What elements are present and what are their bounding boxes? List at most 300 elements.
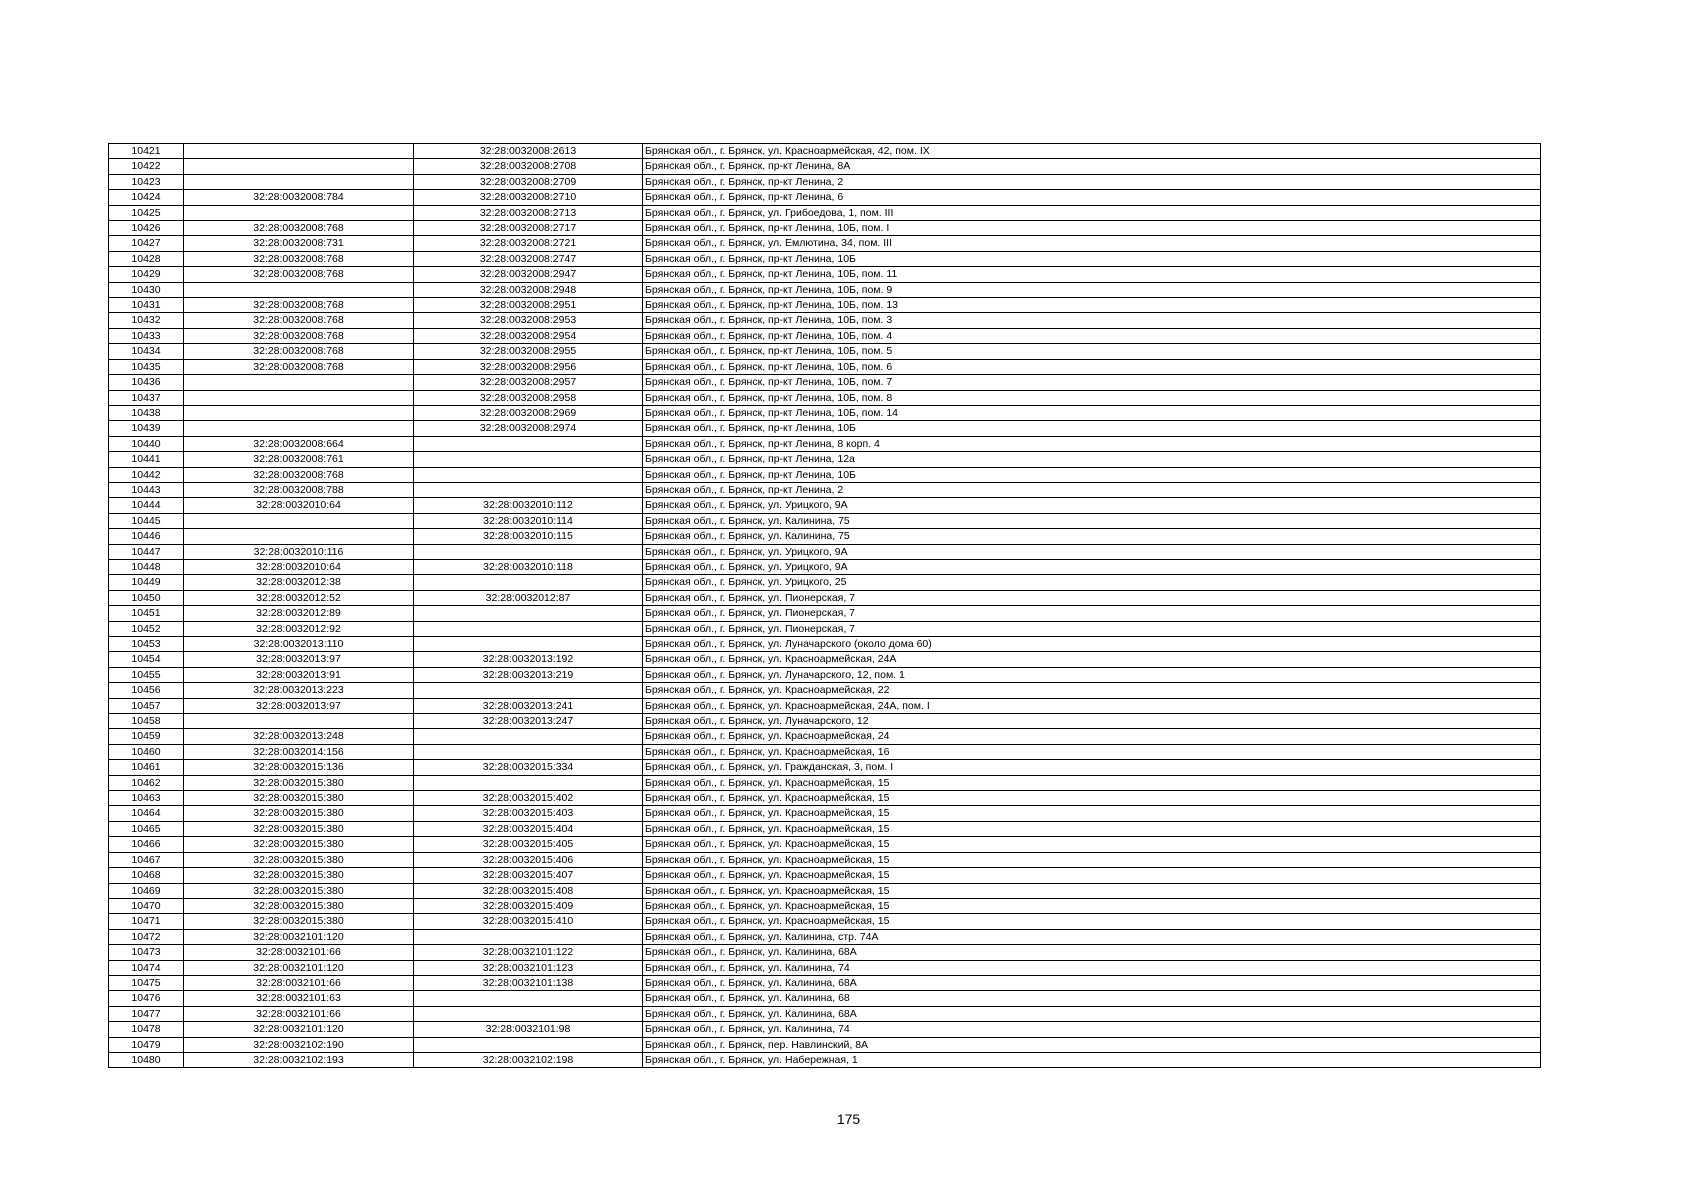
address-cell: Брянская обл., г. Брянск, ул. Красноармейская, 15	[643, 775, 1541, 790]
land-cadastral-number-cell: 32:28:0032013:110	[184, 637, 414, 652]
address-cell: Брянская обл., г. Брянск, ул. Калинина, стр. 74А	[643, 929, 1541, 944]
land-cadastral-number-cell: 32:28:0032008:768	[184, 328, 414, 343]
object-cadastral-number-cell: 32:28:0032101:98	[414, 1022, 643, 1037]
land-cadastral-number-cell: 32:28:0032012:89	[184, 606, 414, 621]
land-cadastral-number-cell: 32:28:0032015:380	[184, 898, 414, 913]
table-row	[109, 806, 1541, 821]
table-row	[109, 898, 1541, 913]
address-cell: Брянская обл., г. Брянск, ул. Гражданская, 3, пом. I	[643, 760, 1541, 775]
registry-table	[108, 143, 1541, 1068]
address-cell: Брянская обл., г. Брянск, ул. Красноармейская, 15	[643, 806, 1541, 821]
land-cadastral-number-cell: 32:28:0032008:788	[184, 482, 414, 497]
row-number-cell: 10429	[109, 267, 184, 282]
address-cell: Брянская обл., г. Брянск, пр-кт Ленина, 10Б, пом. 3	[643, 313, 1541, 328]
object-cadastral-number-cell: 32:28:0032015:406	[414, 852, 643, 867]
land-cadastral-number-cell	[184, 390, 414, 405]
row-number-cell: 10476	[109, 991, 184, 1006]
land-cadastral-number-cell: 32:28:0032015:380	[184, 806, 414, 821]
address-cell: Брянская обл., г. Брянск, ул. Урицкого, 9А	[643, 544, 1541, 559]
row-number-cell: 10446	[109, 529, 184, 544]
object-cadastral-number-cell	[414, 991, 643, 1006]
table-row	[109, 975, 1541, 990]
object-cadastral-number-cell	[414, 482, 643, 497]
land-cadastral-number-cell: 32:28:0032008:768	[184, 344, 414, 359]
table-row	[109, 298, 1541, 313]
land-cadastral-number-cell: 32:28:0032012:52	[184, 590, 414, 605]
table-row	[109, 637, 1541, 652]
object-cadastral-number-cell	[414, 452, 643, 467]
row-number-cell: 10455	[109, 667, 184, 682]
row-number-cell: 10471	[109, 914, 184, 929]
object-cadastral-number-cell: 32:28:0032008:2613	[414, 144, 643, 159]
row-number-cell: 10422	[109, 159, 184, 174]
row-number-cell: 10461	[109, 760, 184, 775]
object-cadastral-number-cell: 32:28:0032008:2974	[414, 421, 643, 436]
table-row	[109, 390, 1541, 405]
row-number-cell: 10430	[109, 282, 184, 297]
land-cadastral-number-cell: 32:28:0032101:63	[184, 991, 414, 1006]
object-cadastral-number-cell: 32:28:0032013:241	[414, 698, 643, 713]
row-number-cell: 10434	[109, 344, 184, 359]
row-number-cell: 10427	[109, 236, 184, 251]
table-row	[109, 821, 1541, 836]
object-cadastral-number-cell	[414, 575, 643, 590]
row-number-cell: 10445	[109, 513, 184, 528]
address-cell: Брянская обл., г. Брянск, ул. Красноармейская, 15	[643, 791, 1541, 806]
address-cell: Брянская обл., г. Брянск, пр-кт Ленина, 10Б	[643, 251, 1541, 266]
table-row	[109, 436, 1541, 451]
address-cell: Брянская обл., г. Брянск, пр-кт Ленина, 10Б, пом. 9	[643, 282, 1541, 297]
table-row	[109, 683, 1541, 698]
land-cadastral-number-cell: 32:28:0032015:136	[184, 760, 414, 775]
object-cadastral-number-cell: 32:28:0032015:334	[414, 760, 643, 775]
land-cadastral-number-cell: 32:28:0032012:92	[184, 621, 414, 636]
table-row	[109, 744, 1541, 759]
row-number-cell: 10475	[109, 975, 184, 990]
address-cell: Брянская обл., г. Брянск, ул. Красноармейская, 24А	[643, 652, 1541, 667]
address-cell: Брянская обл., г. Брянск, ул. Грибоедова, 1, пом. III	[643, 205, 1541, 220]
row-number-cell: 10433	[109, 328, 184, 343]
object-cadastral-number-cell: 32:28:0032010:114	[414, 513, 643, 528]
object-cadastral-number-cell: 32:28:0032008:2955	[414, 344, 643, 359]
object-cadastral-number-cell	[414, 1037, 643, 1052]
land-cadastral-number-cell: 32:28:0032010:116	[184, 544, 414, 559]
address-cell: Брянская обл., г. Брянск, ул. Калинина, 68А	[643, 975, 1541, 990]
row-number-cell: 10441	[109, 452, 184, 467]
address-cell: Брянская обл., г. Брянск, пр-кт Ленина, 8А	[643, 159, 1541, 174]
row-number-cell: 10435	[109, 359, 184, 374]
table-row	[109, 1052, 1541, 1067]
object-cadastral-number-cell: 32:28:0032015:409	[414, 898, 643, 913]
address-cell: Брянская обл., г. Брянск, ул. Красноармейская, 42, пом. IX	[643, 144, 1541, 159]
table-row	[109, 544, 1541, 559]
address-cell: Брянская обл., г. Брянск, ул. Красноармейская, 24А, пом. I	[643, 698, 1541, 713]
row-number-cell: 10469	[109, 883, 184, 898]
address-cell: Брянская обл., г. Брянск, ул. Набережная, 1	[643, 1052, 1541, 1067]
address-cell: Брянская обл., г. Брянск, пр-кт Ленина, 6	[643, 190, 1541, 205]
table-row	[109, 868, 1541, 883]
row-number-cell: 10425	[109, 205, 184, 220]
object-cadastral-number-cell: 32:28:0032012:87	[414, 590, 643, 605]
land-cadastral-number-cell: 32:28:0032008:664	[184, 436, 414, 451]
row-number-cell: 10470	[109, 898, 184, 913]
object-cadastral-number-cell: 32:28:0032008:2953	[414, 313, 643, 328]
row-number-cell: 10463	[109, 791, 184, 806]
land-cadastral-number-cell: 32:28:0032015:380	[184, 775, 414, 790]
table-row	[109, 621, 1541, 636]
land-cadastral-number-cell: 32:28:0032008:768	[184, 251, 414, 266]
object-cadastral-number-cell: 32:28:0032013:192	[414, 652, 643, 667]
land-cadastral-number-cell: 32:28:0032015:380	[184, 837, 414, 852]
land-cadastral-number-cell: 32:28:0032101:120	[184, 929, 414, 944]
object-cadastral-number-cell	[414, 929, 643, 944]
address-cell: Брянская обл., г. Брянск, ул. Пионерская, 7	[643, 590, 1541, 605]
land-cadastral-number-cell: 32:28:0032015:380	[184, 821, 414, 836]
land-cadastral-number-cell: 32:28:0032101:120	[184, 960, 414, 975]
address-cell: Брянская обл., г. Брянск, ул. Калинина, 68А	[643, 1006, 1541, 1021]
table-row	[109, 837, 1541, 852]
object-cadastral-number-cell: 32:28:0032008:2954	[414, 328, 643, 343]
object-cadastral-number-cell	[414, 637, 643, 652]
land-cadastral-number-cell: 32:28:0032008:768	[184, 313, 414, 328]
land-cadastral-number-cell: 32:28:0032012:38	[184, 575, 414, 590]
table-row	[109, 190, 1541, 205]
table-row	[109, 251, 1541, 266]
table-row	[109, 714, 1541, 729]
row-number-cell: 10466	[109, 837, 184, 852]
row-number-cell: 10480	[109, 1052, 184, 1067]
table-row	[109, 159, 1541, 174]
table-row	[109, 991, 1541, 1006]
table-row	[109, 914, 1541, 929]
object-cadastral-number-cell: 32:28:0032008:2957	[414, 375, 643, 390]
object-cadastral-number-cell	[414, 544, 643, 559]
land-cadastral-number-cell	[184, 159, 414, 174]
row-number-cell: 10440	[109, 436, 184, 451]
land-cadastral-number-cell	[184, 421, 414, 436]
address-cell: Брянская обл., г. Брянск, ул. Красноармейская, 15	[643, 883, 1541, 898]
address-cell: Брянская обл., г. Брянск, ул. Пионерская, 7	[643, 621, 1541, 636]
table-row	[109, 236, 1541, 251]
address-cell: Брянская обл., г. Брянск, пр-кт Ленина, 10Б, пом. 6	[643, 359, 1541, 374]
address-cell: Брянская обл., г. Брянск, ул. Емлютина, 34, пом. III	[643, 236, 1541, 251]
table-row	[109, 467, 1541, 482]
table-row	[109, 590, 1541, 605]
land-cadastral-number-cell	[184, 529, 414, 544]
land-cadastral-number-cell: 32:28:0032008:731	[184, 236, 414, 251]
row-number-cell: 10450	[109, 590, 184, 605]
address-cell: Брянская обл., г. Брянск, ул. Луначарского, 12, пом. 1	[643, 667, 1541, 682]
address-cell: Брянская обл., г. Брянск, ул. Красноармейская, 15	[643, 868, 1541, 883]
address-cell: Брянская обл., г. Брянск, пр-кт Ленина, 10Б, пом. 13	[643, 298, 1541, 313]
table-row	[109, 405, 1541, 420]
table-row	[109, 205, 1541, 220]
object-cadastral-number-cell: 32:28:0032015:404	[414, 821, 643, 836]
table-row	[109, 174, 1541, 189]
table-row	[109, 698, 1541, 713]
row-number-cell: 10423	[109, 174, 184, 189]
address-cell: Брянская обл., г. Брянск, ул. Красноармейская, 15	[643, 821, 1541, 836]
address-cell: Брянская обл., г. Брянск, пр-кт Ленина, 2	[643, 174, 1541, 189]
row-number-cell: 10448	[109, 559, 184, 574]
address-cell: Брянская обл., г. Брянск, ул. Калинина, 74	[643, 1022, 1541, 1037]
table-row	[109, 559, 1541, 574]
land-cadastral-number-cell: 32:28:0032013:223	[184, 683, 414, 698]
table-row	[109, 1022, 1541, 1037]
address-cell: Брянская обл., г. Брянск, ул. Красноармейская, 16	[643, 744, 1541, 759]
address-cell: Брянская обл., г. Брянск, пр-кт Ленина, 10Б, пом. 8	[643, 390, 1541, 405]
object-cadastral-number-cell: 32:28:0032015:407	[414, 868, 643, 883]
object-cadastral-number-cell	[414, 436, 643, 451]
table-row	[109, 652, 1541, 667]
row-number-cell: 10432	[109, 313, 184, 328]
object-cadastral-number-cell: 32:28:0032101:123	[414, 960, 643, 975]
object-cadastral-number-cell: 32:28:0032101:122	[414, 945, 643, 960]
row-number-cell: 10443	[109, 482, 184, 497]
registry-table-body	[109, 144, 1541, 1068]
address-cell: Брянская обл., г. Брянск, пр-кт Ленина, 10Б, пом. 7	[643, 375, 1541, 390]
row-number-cell: 10438	[109, 405, 184, 420]
object-cadastral-number-cell	[414, 744, 643, 759]
row-number-cell: 10462	[109, 775, 184, 790]
row-number-cell: 10464	[109, 806, 184, 821]
object-cadastral-number-cell: 32:28:0032013:247	[414, 714, 643, 729]
table-row	[109, 221, 1541, 236]
row-number-cell: 10465	[109, 821, 184, 836]
address-cell: Брянская обл., г. Брянск, ул. Калинина, 74	[643, 960, 1541, 975]
land-cadastral-number-cell	[184, 174, 414, 189]
table-row	[109, 1006, 1541, 1021]
land-cadastral-number-cell: 32:28:0032102:193	[184, 1052, 414, 1067]
land-cadastral-number-cell: 32:28:0032101:66	[184, 1006, 414, 1021]
land-cadastral-number-cell: 32:28:0032008:768	[184, 267, 414, 282]
address-cell: Брянская обл., г. Брянск, пер. Навлинский, 8А	[643, 1037, 1541, 1052]
object-cadastral-number-cell: 32:28:0032015:408	[414, 883, 643, 898]
row-number-cell: 10457	[109, 698, 184, 713]
table-row	[109, 575, 1541, 590]
row-number-cell: 10454	[109, 652, 184, 667]
address-cell: Брянская обл., г. Брянск, пр-кт Ленина, 8 корп. 4	[643, 436, 1541, 451]
table-row	[109, 513, 1541, 528]
address-cell: Брянская обл., г. Брянск, ул. Красноармейская, 24	[643, 729, 1541, 744]
land-cadastral-number-cell: 32:28:0032008:768	[184, 298, 414, 313]
object-cadastral-number-cell: 32:28:0032015:403	[414, 806, 643, 821]
object-cadastral-number-cell: 32:28:0032008:2948	[414, 282, 643, 297]
table-row	[109, 144, 1541, 159]
object-cadastral-number-cell	[414, 729, 643, 744]
table-row	[109, 929, 1541, 944]
land-cadastral-number-cell: 32:28:0032101:66	[184, 975, 414, 990]
address-cell: Брянская обл., г. Брянск, пр-кт Ленина, 10Б	[643, 421, 1541, 436]
table-row	[109, 313, 1541, 328]
table-row	[109, 667, 1541, 682]
table-row	[109, 282, 1541, 297]
object-cadastral-number-cell	[414, 1006, 643, 1021]
address-cell: Брянская обл., г. Брянск, пр-кт Ленина, 10Б	[643, 467, 1541, 482]
object-cadastral-number-cell: 32:28:0032008:2947	[414, 267, 643, 282]
land-cadastral-number-cell: 32:28:0032101:66	[184, 945, 414, 960]
address-cell: Брянская обл., г. Брянск, пр-кт Ленина, 10Б, пом. I	[643, 221, 1541, 236]
row-number-cell: 10472	[109, 929, 184, 944]
object-cadastral-number-cell	[414, 683, 643, 698]
address-cell: Брянская обл., г. Брянск, пр-кт Ленина, 10Б, пом. 11	[643, 267, 1541, 282]
land-cadastral-number-cell: 32:28:0032015:380	[184, 868, 414, 883]
object-cadastral-number-cell: 32:28:0032008:2747	[414, 251, 643, 266]
object-cadastral-number-cell: 32:28:0032101:138	[414, 975, 643, 990]
object-cadastral-number-cell: 32:28:0032008:2717	[414, 221, 643, 236]
land-cadastral-number-cell: 32:28:0032008:784	[184, 190, 414, 205]
row-number-cell: 10442	[109, 467, 184, 482]
address-cell: Брянская обл., г. Брянск, ул. Красноармейская, 15	[643, 898, 1541, 913]
table-row	[109, 606, 1541, 621]
land-cadastral-number-cell	[184, 282, 414, 297]
row-number-cell: 10460	[109, 744, 184, 759]
address-cell: Брянская обл., г. Брянск, ул. Урицкого, 9А	[643, 498, 1541, 513]
land-cadastral-number-cell: 32:28:0032102:190	[184, 1037, 414, 1052]
address-cell: Брянская обл., г. Брянск, ул. Красноармейская, 15	[643, 852, 1541, 867]
object-cadastral-number-cell: 32:28:0032008:2709	[414, 174, 643, 189]
row-number-cell: 10428	[109, 251, 184, 266]
address-cell: Брянская обл., г. Брянск, ул. Калинина, 68А	[643, 945, 1541, 960]
object-cadastral-number-cell: 32:28:0032008:2951	[414, 298, 643, 313]
land-cadastral-number-cell	[184, 714, 414, 729]
table-row	[109, 791, 1541, 806]
address-cell: Брянская обл., г. Брянск, ул. Урицкого, 9А	[643, 559, 1541, 574]
land-cadastral-number-cell: 32:28:0032014:156	[184, 744, 414, 759]
row-number-cell: 10421	[109, 144, 184, 159]
object-cadastral-number-cell: 32:28:0032015:402	[414, 791, 643, 806]
object-cadastral-number-cell: 32:28:0032008:2969	[414, 405, 643, 420]
row-number-cell: 10426	[109, 221, 184, 236]
row-number-cell: 10474	[109, 960, 184, 975]
land-cadastral-number-cell	[184, 375, 414, 390]
land-cadastral-number-cell: 32:28:0032013:91	[184, 667, 414, 682]
row-number-cell: 10478	[109, 1022, 184, 1037]
land-cadastral-number-cell: 32:28:0032008:768	[184, 359, 414, 374]
land-cadastral-number-cell: 32:28:0032015:380	[184, 914, 414, 929]
land-cadastral-number-cell	[184, 405, 414, 420]
object-cadastral-number-cell	[414, 606, 643, 621]
land-cadastral-number-cell: 32:28:0032008:768	[184, 467, 414, 482]
page-number: 175	[836, 1111, 861, 1127]
table-row	[109, 883, 1541, 898]
row-number-cell: 10436	[109, 375, 184, 390]
row-number-cell: 10447	[109, 544, 184, 559]
address-cell: Брянская обл., г. Брянск, ул. Пионерская, 7	[643, 606, 1541, 621]
row-number-cell: 10439	[109, 421, 184, 436]
object-cadastral-number-cell	[414, 775, 643, 790]
land-cadastral-number-cell: 32:28:0032008:761	[184, 452, 414, 467]
row-number-cell: 10424	[109, 190, 184, 205]
object-cadastral-number-cell: 32:28:0032010:112	[414, 498, 643, 513]
address-cell: Брянская обл., г. Брянск, ул. Луначарского, 12	[643, 714, 1541, 729]
row-number-cell: 10468	[109, 868, 184, 883]
object-cadastral-number-cell	[414, 621, 643, 636]
row-number-cell: 10453	[109, 637, 184, 652]
object-cadastral-number-cell: 32:28:0032008:2956	[414, 359, 643, 374]
row-number-cell: 10451	[109, 606, 184, 621]
land-cadastral-number-cell: 32:28:0032013:97	[184, 652, 414, 667]
table-row	[109, 421, 1541, 436]
row-number-cell: 10449	[109, 575, 184, 590]
table-row	[109, 1037, 1541, 1052]
address-cell: Брянская обл., г. Брянск, ул. Красноармейская, 15	[643, 914, 1541, 929]
land-cadastral-number-cell: 32:28:0032101:120	[184, 1022, 414, 1037]
land-cadastral-number-cell: 32:28:0032010:64	[184, 559, 414, 574]
table-row	[109, 852, 1541, 867]
table-row	[109, 359, 1541, 374]
address-cell: Брянская обл., г. Брянск, ул. Красноармейская, 22	[643, 683, 1541, 698]
row-number-cell: 10458	[109, 714, 184, 729]
row-number-cell: 10477	[109, 1006, 184, 1021]
address-cell: Брянская обл., г. Брянск, ул. Калинина, 75	[643, 513, 1541, 528]
row-number-cell: 10444	[109, 498, 184, 513]
table-row	[109, 775, 1541, 790]
table-row	[109, 344, 1541, 359]
address-cell: Брянская обл., г. Брянск, ул. Красноармейская, 15	[643, 837, 1541, 852]
land-cadastral-number-cell	[184, 205, 414, 220]
object-cadastral-number-cell: 32:28:0032008:2721	[414, 236, 643, 251]
table-row	[109, 729, 1541, 744]
table-row	[109, 945, 1541, 960]
table-row	[109, 960, 1541, 975]
address-cell: Брянская обл., г. Брянск, пр-кт Ленина, 10Б, пом. 14	[643, 405, 1541, 420]
land-cadastral-number-cell: 32:28:0032010:64	[184, 498, 414, 513]
row-number-cell: 10459	[109, 729, 184, 744]
land-cadastral-number-cell: 32:28:0032008:768	[184, 221, 414, 236]
address-cell: Брянская обл., г. Брянск, пр-кт Ленина, 2	[643, 482, 1541, 497]
address-cell: Брянская обл., г. Брянск, пр-кт Ленина, 10Б, пом. 5	[643, 344, 1541, 359]
address-cell: Брянская обл., г. Брянск, ул. Луначарского (около дома 60)	[643, 637, 1541, 652]
row-number-cell: 10473	[109, 945, 184, 960]
land-cadastral-number-cell: 32:28:0032015:380	[184, 852, 414, 867]
address-cell: Брянская обл., г. Брянск, ул. Урицкого, 25	[643, 575, 1541, 590]
row-number-cell: 10479	[109, 1037, 184, 1052]
row-number-cell: 10437	[109, 390, 184, 405]
object-cadastral-number-cell: 32:28:0032013:219	[414, 667, 643, 682]
address-cell: Брянская обл., г. Брянск, ул. Калинина, 75	[643, 529, 1541, 544]
row-number-cell: 10467	[109, 852, 184, 867]
object-cadastral-number-cell: 32:28:0032010:118	[414, 559, 643, 574]
object-cadastral-number-cell: 32:28:0032010:115	[414, 529, 643, 544]
object-cadastral-number-cell: 32:28:0032008:2713	[414, 205, 643, 220]
land-cadastral-number-cell: 32:28:0032015:380	[184, 883, 414, 898]
table-row	[109, 482, 1541, 497]
object-cadastral-number-cell: 32:28:0032008:2708	[414, 159, 643, 174]
table-row	[109, 529, 1541, 544]
address-cell: Брянская обл., г. Брянск, пр-кт Ленина, 10Б, пом. 4	[643, 328, 1541, 343]
object-cadastral-number-cell: 32:28:0032102:198	[414, 1052, 643, 1067]
address-cell: Брянская обл., г. Брянск, ул. Калинина, 68	[643, 991, 1541, 1006]
table-row	[109, 267, 1541, 282]
table-row	[109, 375, 1541, 390]
object-cadastral-number-cell: 32:28:0032015:410	[414, 914, 643, 929]
row-number-cell: 10456	[109, 683, 184, 698]
land-cadastral-number-cell: 32:28:0032015:380	[184, 791, 414, 806]
object-cadastral-number-cell: 32:28:0032015:405	[414, 837, 643, 852]
land-cadastral-number-cell	[184, 144, 414, 159]
table-row	[109, 452, 1541, 467]
table-row	[109, 328, 1541, 343]
table-row	[109, 498, 1541, 513]
land-cadastral-number-cell: 32:28:0032013:248	[184, 729, 414, 744]
land-cadastral-number-cell	[184, 513, 414, 528]
object-cadastral-number-cell: 32:28:0032008:2710	[414, 190, 643, 205]
row-number-cell: 10452	[109, 621, 184, 636]
address-cell: Брянская обл., г. Брянск, пр-кт Ленина, 12а	[643, 452, 1541, 467]
land-cadastral-number-cell: 32:28:0032013:97	[184, 698, 414, 713]
object-cadastral-number-cell	[414, 467, 643, 482]
